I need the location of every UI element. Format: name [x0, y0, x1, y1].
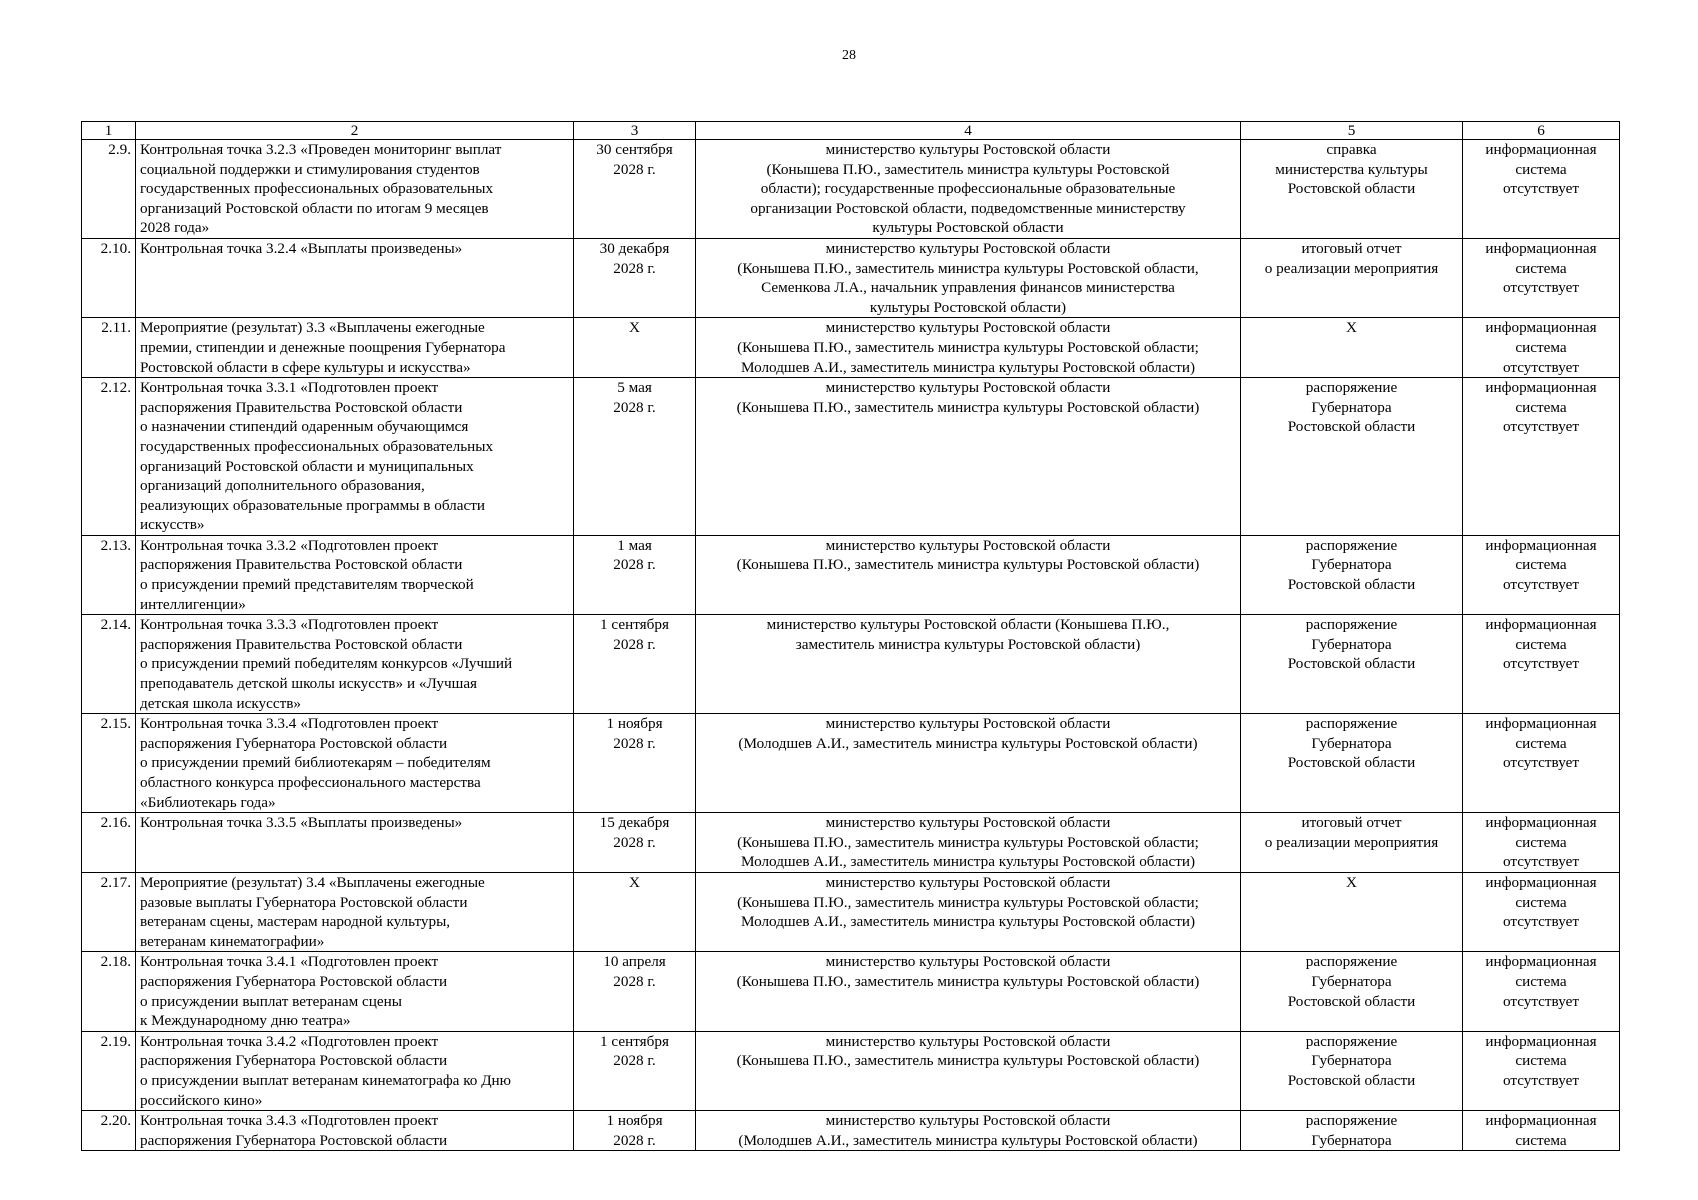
responsible-executor-line: министерство культуры Ростовской области [825, 239, 1111, 257]
deadline [574, 714, 696, 813]
column-number: 2 [136, 122, 574, 140]
confirming-document-line: распоряжение [1305, 379, 1398, 397]
information-system-line: отсутствует [1503, 279, 1579, 297]
responsible-executor [696, 318, 1241, 378]
responsible-executor-line: министерство культуры Ростовской области (Конышева П.Ю., [766, 616, 1170, 634]
confirming-document-line: Губернатора [1311, 972, 1392, 990]
confirming-document-line: распоряжение [1305, 616, 1398, 634]
measure-name [136, 318, 574, 378]
deadline [574, 1031, 696, 1110]
table-row [82, 813, 1620, 873]
row-number: 2.19. [82, 1031, 136, 1110]
measure-name-line: искусств» [140, 516, 205, 534]
responsible-executor-line: министерство культуры Ростовской области [825, 379, 1111, 397]
deadline-line: 1 сентября [600, 616, 669, 634]
responsible-executor [696, 1031, 1241, 1110]
measure-name-line: о присуждении выплат ветеранам сцены [140, 992, 402, 1010]
confirming-document [1241, 813, 1463, 873]
row-number: 2.15. [82, 714, 136, 813]
measure-name-line: Контрольная точка 3.3.2 «Подготовлен проект [140, 536, 439, 554]
measure-name-line: распоряжения Правительства Ростовской области [140, 556, 463, 574]
confirming-document-line: распоряжение [1305, 1032, 1398, 1050]
deadline-line: 10 апреля [603, 953, 666, 971]
column-number: 3 [574, 122, 696, 140]
measure-name [136, 238, 574, 317]
measure-name-line: Контрольная точка 3.3.4 «Подготовлен проект [140, 715, 439, 733]
responsible-executor [696, 714, 1241, 813]
information-system-line: отсутствует [1503, 754, 1579, 772]
information-system-line: информационная [1485, 1112, 1597, 1130]
responsible-executor-line: (Конышева П.Ю., заместитель министра культуры Ростовской области; [737, 833, 1199, 851]
row-number: 2.12. [82, 378, 136, 536]
measure-name-line: Контрольная точка 3.3.1 «Подготовлен проект [140, 379, 439, 397]
responsible-executor [696, 140, 1241, 239]
measure-name-line: распоряжения Губернатора Ростовской области [140, 1131, 448, 1149]
information-system [1463, 615, 1620, 714]
measure-name-line: российского кино» [140, 1091, 263, 1109]
information-system-line: информационная [1485, 141, 1597, 158]
information-system [1463, 1111, 1620, 1151]
measure-name-line: ветеранам сцены, мастерам народной культуры, [140, 913, 451, 931]
measure-name [136, 952, 574, 1031]
information-system-line: система [1515, 398, 1567, 416]
measure-name-line: ветеранам кинематографии» [140, 932, 325, 950]
deadline [574, 318, 696, 378]
confirming-document-line: итоговый отчет [1301, 814, 1402, 832]
information-system-line: отсутствует [1503, 576, 1579, 594]
information-system-line: система [1515, 1052, 1567, 1070]
measure-name-line: о присуждении премий победителям конкурсов «Лучший [140, 655, 513, 673]
information-system [1463, 238, 1620, 317]
confirming-document-line: Ростовской области [1287, 180, 1416, 198]
measure-name [136, 1111, 574, 1151]
measure-name [136, 1031, 574, 1110]
deadline [574, 872, 696, 951]
deadline-line: 5 мая [617, 379, 652, 397]
confirming-document-line: справка [1326, 141, 1377, 158]
information-system [1463, 813, 1620, 873]
information-system [1463, 140, 1620, 239]
measure-name [136, 615, 574, 714]
deadline [574, 535, 696, 614]
responsible-executor [696, 238, 1241, 317]
measure-name-line: детская школа искусств» [140, 694, 302, 712]
measure-name [136, 872, 574, 951]
responsible-executor [696, 535, 1241, 614]
measure-name-line: распоряжения Правительства Ростовской области [140, 398, 463, 416]
confirming-document-line: Губернатора [1311, 556, 1392, 574]
information-system-line: отсутствует [1503, 853, 1579, 871]
measure-name-line: премии, стипендии и денежные поощрения Губернатора [140, 338, 506, 356]
responsible-executor-line: (Конышева П.Ю., заместитель министра культуры Ростовской [766, 160, 1170, 178]
measure-name-line: организаций Ростовской области и муниципальных [140, 457, 474, 475]
deadline-line: 1 ноября [606, 715, 663, 733]
deadline-line: 30 сентября [596, 141, 673, 158]
information-system-line: система [1515, 160, 1567, 178]
deadline [574, 813, 696, 873]
information-system-line: система [1515, 259, 1567, 277]
row-number: 2.20. [82, 1111, 136, 1151]
measure-name-line: Ростовской области в сфере культуры и искусства» [140, 358, 471, 376]
responsible-executor-line: (Конышева П.Ю., заместитель министра культуры Ростовской области; [737, 893, 1199, 911]
measure-name-line: Контрольная точка 3.4.1 «Подготовлен проект [140, 953, 439, 971]
confirming-document-line: Губернатора [1311, 734, 1392, 752]
deadline-line: 2028 г. [613, 160, 656, 178]
measure-name-line: преподаватель детской школы искусств» и «Лучшая [140, 675, 478, 693]
responsible-executor-line: (Конышева П.Ю., заместитель министра культуры Ростовской области) [736, 556, 1200, 574]
responsible-executor-line: (Молодшев А.И., заместитель министра культуры Ростовской области) [738, 1131, 1198, 1149]
confirming-document-line: итоговый отчет [1301, 239, 1402, 257]
information-system-line: отсутствует [1503, 913, 1579, 931]
information-system-line: информационная [1485, 1032, 1597, 1050]
information-system-line: система [1515, 734, 1567, 752]
responsible-executor-line: (Конышева П.Ю., заместитель министра культуры Ростовской области, [737, 259, 1199, 277]
information-system [1463, 378, 1620, 536]
row-number: 2.13. [82, 535, 136, 614]
deadline-line: 2028 г. [613, 398, 656, 416]
table-row [82, 378, 1620, 536]
deadline-line: 1 сентября [600, 1032, 669, 1050]
confirming-document-line: распоряжение [1305, 715, 1398, 733]
measure-name-line: «Библиотекарь года» [140, 793, 276, 811]
deadline-line: 15 декабря [599, 814, 670, 832]
measure-name-line: Контрольная точка 3.4.3 «Подготовлен проект [140, 1112, 439, 1130]
measure-name-line: 2028 года» [140, 219, 210, 237]
measure-name-line: интеллигенции» [140, 595, 246, 613]
table-row [82, 140, 1620, 239]
deadline [574, 140, 696, 239]
information-system-line: отсутствует [1503, 655, 1579, 673]
table-row [82, 238, 1620, 317]
measure-name-line: о присуждении премий библиотекарям – победителям [140, 754, 491, 772]
information-system [1463, 714, 1620, 813]
confirming-document-line: распоряжение [1305, 953, 1398, 971]
page-number: 28 [842, 48, 856, 63]
deadline-line: 2028 г. [613, 1131, 656, 1149]
confirming-document-line: Губернатора [1311, 635, 1392, 653]
responsible-executor-line: области); государственные профессиональные образовательные [760, 180, 1176, 198]
information-system [1463, 1031, 1620, 1110]
information-system-line: отсутствует [1503, 180, 1579, 198]
confirming-document [1241, 952, 1463, 1031]
deadline-line: 1 мая [617, 536, 652, 554]
measure-name-line: государственных профессиональных образовательных [140, 437, 494, 455]
measure-name-line: к Международному дню театра» [140, 1012, 351, 1030]
confirming-document [1241, 535, 1463, 614]
information-system [1463, 535, 1620, 614]
confirming-document [1241, 615, 1463, 714]
information-system-line: отсутствует [1503, 992, 1579, 1010]
deadline-line: 2028 г. [613, 833, 656, 851]
information-system-line: система [1515, 833, 1567, 851]
deadline-line: 30 декабря [599, 239, 670, 257]
responsible-executor-line: организации Ростовской области, подведомственные министерству [750, 199, 1186, 217]
measure-name [136, 813, 574, 873]
table-row [82, 318, 1620, 378]
deadline [574, 952, 696, 1031]
responsible-executor-line: Молодшев А.И., заместитель министра культуры Ростовской области) [740, 358, 1196, 376]
measure-name [136, 714, 574, 813]
measure-name [136, 535, 574, 614]
measure-name-line: Контрольная точка 3.2.3 «Проведен мониторинг выплат [140, 141, 502, 158]
column-numbers-row [82, 122, 1620, 140]
confirming-document-line: Губернатора [1311, 398, 1392, 416]
row-number: 2.16. [82, 813, 136, 873]
measure-name-line: государственных профессиональных образовательных [140, 180, 494, 198]
information-system-line: информационная [1485, 319, 1597, 337]
table-row [82, 615, 1620, 714]
confirming-document-line: Х [1346, 319, 1357, 337]
measure-name [136, 140, 574, 239]
table-row [82, 1111, 1620, 1151]
information-system-line: система [1515, 893, 1567, 911]
row-number: 2.18. [82, 952, 136, 1031]
table-body [82, 122, 1620, 1151]
confirming-document-line: Ростовской области [1287, 655, 1416, 673]
column-number: 5 [1241, 122, 1463, 140]
measure-name-line: распоряжения Губернатора Ростовской области [140, 1052, 448, 1070]
confirming-document-line: Ростовской области [1287, 992, 1416, 1010]
information-system-line: отсутствует [1503, 358, 1579, 376]
information-system [1463, 952, 1620, 1031]
deadline [574, 615, 696, 714]
deadline [574, 378, 696, 536]
responsible-executor [696, 872, 1241, 951]
table-row [82, 714, 1620, 813]
deadline-line: 2028 г. [613, 972, 656, 990]
measure-name-line: Мероприятие (результат) 3.4 «Выплачены ежегодные [140, 873, 485, 891]
confirming-document [1241, 1031, 1463, 1110]
information-system-line: система [1515, 972, 1567, 990]
responsible-executor-line: министерство культуры Ростовской области [825, 319, 1111, 337]
confirming-document-line: Губернатора [1311, 1052, 1392, 1070]
responsible-executor-line: (Конышева П.Ю., заместитель министра культуры Ростовской области) [736, 972, 1200, 990]
deadline [574, 1111, 696, 1151]
responsible-executor-line: (Молодшев А.И., заместитель министра культуры Ростовской области) [738, 734, 1198, 752]
information-system-line: информационная [1485, 239, 1597, 257]
responsible-executor-line: заместитель министра культуры Ростовской области) [795, 635, 1141, 653]
table-row [82, 952, 1620, 1031]
measure-name-line: реализующих образовательные программы в области [140, 496, 486, 514]
information-system [1463, 872, 1620, 951]
measure-name-line: Контрольная точка 3.4.2 «Подготовлен проект [140, 1032, 439, 1050]
responsible-executor-line: Молодшев А.И., заместитель министра культуры Ростовской области) [740, 853, 1196, 871]
responsible-executor-line: министерство культуры Ростовской области [825, 873, 1111, 891]
deadline-line: 2028 г. [613, 259, 656, 277]
confirming-document-line: Х [1346, 873, 1357, 891]
information-system-line: информационная [1485, 379, 1597, 397]
measure-name-line: социальной поддержки и стимулирования студентов [140, 160, 480, 178]
responsible-executor [696, 615, 1241, 714]
measure-name [136, 378, 574, 536]
confirming-document-line: Ростовской области [1287, 418, 1416, 436]
measure-name-line: распоряжения Губернатора Ростовской области [140, 734, 448, 752]
measure-name-line: Контрольная точка 3.2.4 «Выплаты произведены» [140, 239, 463, 257]
responsible-executor-line: министерство культуры Ростовской области [825, 814, 1111, 832]
confirming-document-line: распоряжение [1305, 1112, 1398, 1130]
deadline-line: 1 ноября [606, 1112, 663, 1130]
measure-name-line: организаций Ростовской области по итогам 9 месяцев [140, 199, 489, 217]
information-system-line: отсутствует [1503, 418, 1579, 436]
deadline-line: 2028 г. [613, 734, 656, 752]
measure-name-line: разовые выплаты Губернатора Ростовской области [140, 893, 468, 911]
deadline-line: 2028 г. [613, 1052, 656, 1070]
information-system-line: информационная [1485, 616, 1597, 634]
row-number: 2.17. [82, 872, 136, 951]
information-system-line: система [1515, 338, 1567, 356]
measure-name-line: распоряжения Правительства Ростовской области [140, 635, 463, 653]
responsible-executor-line: (Конышева П.Ю., заместитель министра культуры Ростовской области) [736, 398, 1200, 416]
responsible-executor [696, 813, 1241, 873]
row-number: 2.14. [82, 615, 136, 714]
row-number: 2.11. [82, 318, 136, 378]
confirming-document [1241, 318, 1463, 378]
deadline [574, 238, 696, 317]
table-row [82, 872, 1620, 951]
information-system-line: информационная [1485, 873, 1597, 891]
measure-name-line: о назначении стипендий одаренным обучающимся [140, 418, 469, 436]
responsible-executor-line: Семенкова Л.А., начальник управления финансов министерства [761, 279, 1175, 297]
responsible-executor [696, 1111, 1241, 1151]
information-system-line: информационная [1485, 814, 1597, 832]
responsible-executor-line: министерство культуры Ростовской области [825, 953, 1111, 971]
confirming-document-line: Ростовской области [1287, 1071, 1416, 1089]
information-system-line: информационная [1485, 715, 1597, 733]
measure-name-line: организаций дополнительного образования, [140, 477, 425, 495]
measure-name-line: распоряжения Губернатора Ростовской области [140, 972, 448, 990]
confirming-document-line: распоряжение [1305, 536, 1398, 554]
information-system-line: система [1515, 635, 1567, 653]
information-system-line: система [1515, 556, 1567, 574]
measure-name-line: областного конкурса профессионального мастерства [140, 774, 481, 791]
measures-table [81, 121, 1620, 1151]
deadline-line: 2028 г. [613, 556, 656, 574]
responsible-executor-line: культуры Ростовской области [872, 219, 1064, 237]
responsible-executor-line: (Конышева П.Ю., заместитель министра культуры Ростовской области) [736, 1052, 1200, 1070]
responsible-executor-line: министерство культуры Ростовской области [825, 1032, 1111, 1050]
responsible-executor-line: министерство культуры Ростовской области [825, 1112, 1111, 1130]
confirming-document [1241, 378, 1463, 536]
column-number: 6 [1463, 122, 1620, 140]
information-system-line: система [1515, 1131, 1567, 1149]
confirming-document-line: Ростовской области [1287, 576, 1416, 594]
confirming-document [1241, 238, 1463, 317]
measure-name-line: Мероприятие (результат) 3.3 «Выплачены ежегодные [140, 319, 485, 337]
responsible-executor-line: Молодшев А.И., заместитель министра культуры Ростовской области) [740, 913, 1196, 931]
confirming-document-line: Ростовской области [1287, 754, 1416, 772]
deadline-line: Х [629, 873, 640, 891]
column-number: 4 [696, 122, 1241, 140]
responsible-executor-line: министерство культуры Ростовской области [825, 715, 1111, 733]
row-number: 2.9. [82, 140, 136, 239]
information-system-line: информационная [1485, 536, 1597, 554]
responsible-executor-line: (Конышева П.Ю., заместитель министра культуры Ростовской области; [737, 338, 1199, 356]
measure-name-line: о присуждении премий представителям творческой [140, 576, 474, 594]
row-number: 2.10. [82, 238, 136, 317]
information-system [1463, 318, 1620, 378]
confirming-document [1241, 872, 1463, 951]
responsible-executor [696, 952, 1241, 1031]
confirming-document [1241, 714, 1463, 813]
table-row [82, 1031, 1620, 1110]
table-row [82, 535, 1620, 614]
information-system-line: отсутствует [1503, 1071, 1579, 1089]
confirming-document-line: министерства культуры [1275, 160, 1428, 178]
information-system-line: информационная [1485, 953, 1597, 971]
measure-name-line: Контрольная точка 3.3.3 «Подготовлен проект [140, 616, 439, 634]
measure-name-line: Контрольная точка 3.3.5 «Выплаты произведены» [140, 814, 463, 832]
deadline-line: 2028 г. [613, 635, 656, 653]
responsible-executor-line: культуры Ростовской области) [869, 298, 1067, 316]
column-number: 1 [82, 122, 136, 140]
confirming-document [1241, 140, 1463, 239]
confirming-document-line: о реализации мероприятия [1264, 259, 1439, 277]
responsible-executor [696, 378, 1241, 536]
confirming-document-line: о реализации мероприятия [1264, 833, 1439, 851]
responsible-executor-line: министерство культуры Ростовской области [825, 141, 1111, 158]
confirming-document [1241, 1111, 1463, 1151]
measure-name-line: о присуждении выплат ветеранам кинематографа ко Дню [140, 1071, 512, 1089]
confirming-document-line: Губернатора [1311, 1131, 1392, 1149]
deadline-line: Х [629, 319, 640, 337]
responsible-executor-line: министерство культуры Ростовской области [825, 536, 1111, 554]
